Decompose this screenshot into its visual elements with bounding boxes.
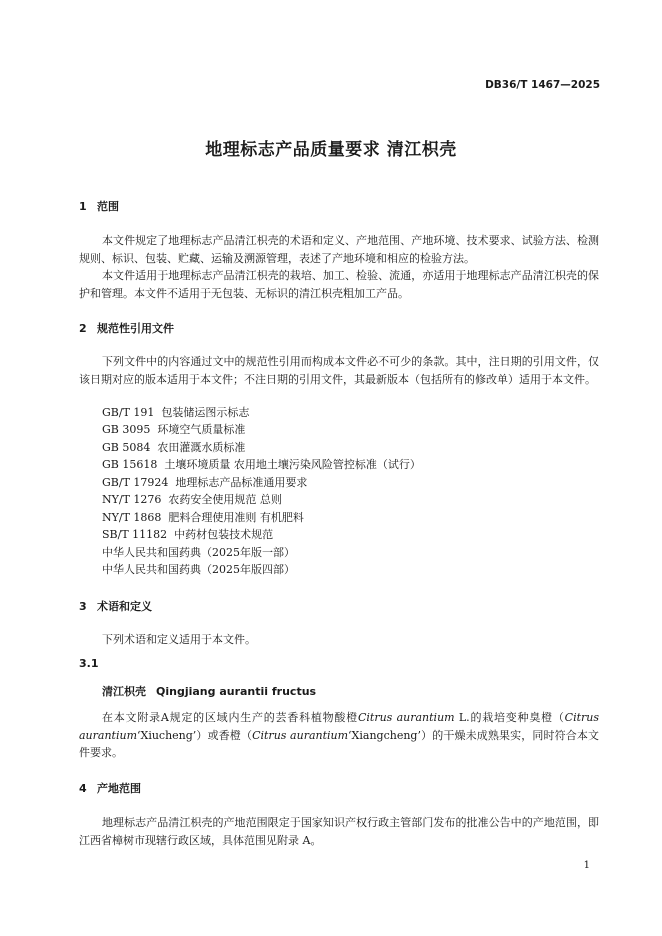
reference-item: SB/T 11182 中药材包装技术规范 — [102, 528, 274, 541]
section-3-heading — [79, 598, 152, 614]
definition-text: L.的栽培变种臭橙（ — [454, 711, 565, 724]
section-4-paragraph-1: 地理标志产品清江枳壳的产地范围限定于国家知识产权行政主管部门发布的批准公告中的产地范围，即江西省樟树市现辖行政区域，具体范围见附录 A。 — [79, 816, 599, 847]
term-english: Qingjiang aurantii fructus — [156, 685, 317, 698]
species-name: Citrus aurantium — [79, 711, 599, 742]
section-number: 4 — [79, 782, 87, 795]
reference-item: GB/T 17924 地理标志产品标准通用要求 — [102, 476, 308, 489]
term-definition — [79, 709, 599, 762]
section-2-paragraph-1: 下列文件中的内容通过文中的规范性引用而构成本文件必不可少的条款。其中，注日期的引用文件，仅该日期对应的版本适用于本文件；不注日期的引用文件，其最新版本（包括所有的修改单）适用于本文件。 — [79, 355, 599, 386]
reference-item: GB/T 191 包装储运图示标志 — [102, 406, 250, 419]
document-title: 地理标志产品质量要求 清江枳壳 — [205, 140, 457, 160]
reference-item: NY/T 1868 肥料合理使用准则 有机肥料 — [102, 511, 304, 524]
document-id: DB36/T 1467—2025 — [485, 79, 600, 91]
section-1-paragraph-1: 本文件规定了地理标志产品清江枳壳的术语和定义、产地范围、产地环境、技术要求、试验方法、检测规则、标识、包装、贮藏、运输及溯源管理，表述了产地环境和相应的检验方法。 — [79, 234, 599, 265]
species-name: Citrus aurantium — [357, 711, 455, 724]
reference-item: GB 5084 农田灌溉水质标准 — [102, 441, 246, 454]
reference-item: 中华人民共和国药典（2025年版一部） — [102, 546, 295, 559]
section-number: 2 — [79, 322, 87, 335]
reference-item: GB 15618 土壤环境质量 农用地土壤污染风险管控标准（试行） — [102, 458, 421, 471]
reference-item: 中华人民共和国药典（2025年版四部） — [102, 563, 295, 576]
definition-text: ‘Xiangcheng’）的干燥未成熟果实，同时符合本文件要求。 — [79, 728, 599, 759]
section-2-heading — [79, 320, 174, 336]
page-number: 1 — [583, 860, 590, 871]
section-1-heading — [79, 198, 119, 214]
section-number: 3 — [79, 600, 87, 613]
section-3-paragraph-1: 下列术语和定义适用于本文件。 — [102, 633, 256, 646]
reference-item: GB 3095 环境空气质量标准 — [102, 423, 246, 436]
section-number: 1 — [79, 200, 87, 213]
term-entry — [102, 683, 316, 699]
section-4-heading — [79, 780, 141, 796]
term-chinese: 清江枳壳 — [102, 685, 146, 698]
species-name: Citrus aurantium — [252, 728, 349, 742]
section-1-paragraph-2: 本文件适用于地理标志产品清江枳壳的栽培、加工、检验、流通，亦适用于地理标志产品清江枳壳的保护和管理。本文件不适用于无包装、无标识的清江枳壳粗加工产品。 — [79, 269, 599, 300]
section-title: 产地范围 — [97, 782, 141, 795]
definition-text: ‘Xiucheng’）或香橙（ — [137, 728, 253, 742]
section-title: 规范性引用文件 — [97, 322, 174, 335]
definition-text: 在本文附录A规定的区域内生产的芸香科植物酸橙 — [102, 711, 358, 724]
clause-number: 3.1 — [79, 657, 99, 670]
section-title: 术语和定义 — [97, 600, 152, 613]
section-title: 范围 — [97, 200, 119, 213]
reference-item: NY/T 1276 农药安全使用规范 总则 — [102, 493, 282, 506]
